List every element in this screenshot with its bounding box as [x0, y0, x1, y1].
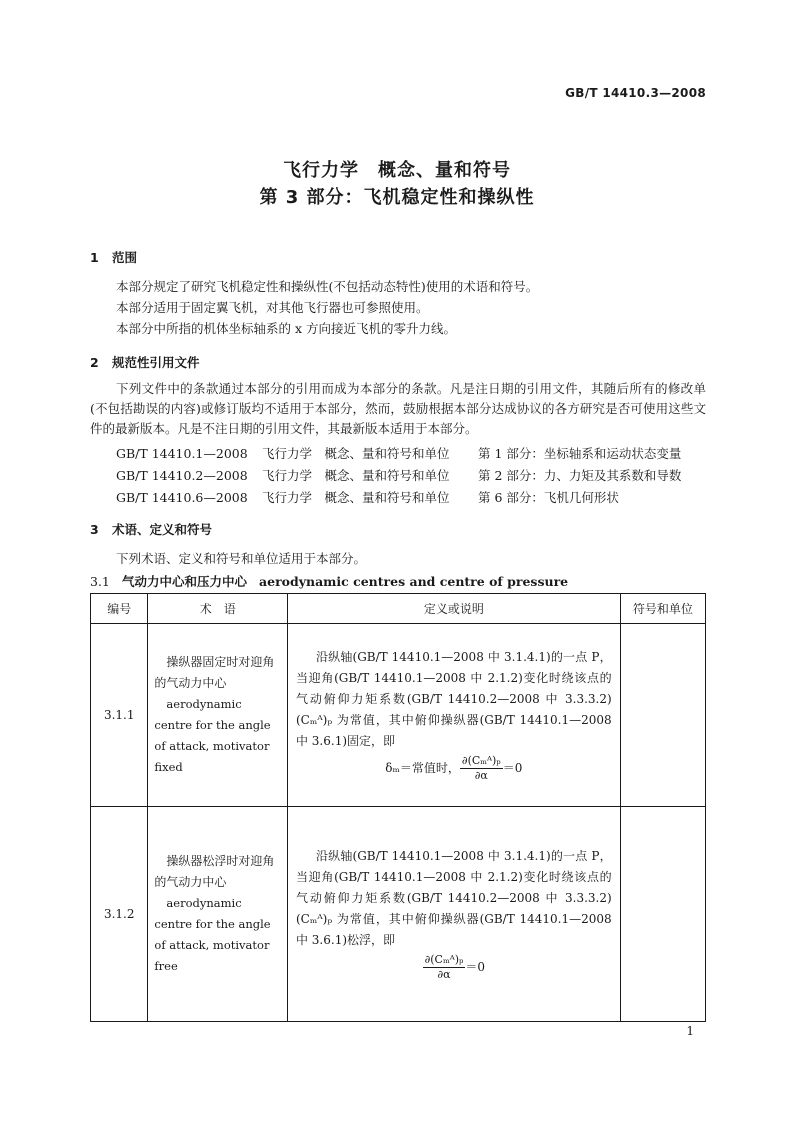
normative-references-paragraph: 下列文件中的条款通过本部分的引用而成为本部分的条款。凡是注日期的引用文件，其随后所有的修改单(不包括勘误的内容)或修订版均不适用于本部分，然而，鼓励根据本部分达成协议的各方研究是否可使用这些文件的最新版本。凡是不注日期的引用文件，其最新版本适用于本部分。: [90, 381, 706, 436]
reference-part: 第 2 部分：力、力矩及其系数和导数: [478, 468, 682, 483]
section-3-heading: [90, 520, 212, 538]
section-number: 1: [90, 250, 99, 265]
document-subtitle: 第 3 部分：飞机稳定性和操纵性: [259, 187, 535, 208]
fraction-numerator: ∂(Cₘᴬ)ₚ: [461, 754, 501, 767]
scope-line: 本部分适用于固定翼飞机，对其他飞行器也可参照使用。: [116, 300, 429, 315]
fraction-numerator: ∂(Cₘᴬ)ₚ: [424, 953, 464, 966]
section-1-heading: [90, 248, 137, 266]
term-en: aerodynamic centre for the angle of attack, motivator fixed: [154, 697, 271, 774]
column-header: 定义或说明: [287, 594, 620, 624]
definition-text: 沿纵轴(GB/T 14410.1—2008 中 3.1.4.1)的一点 P，当迎角(GB/T 14410.1—2008 中 2.1.2)变化时绕该点的气动俯仰力矩系数(GB/T 14410.2—2008 中 3.3.3.2)(Cₘᴬ)ₚ 为常值，其中俯仰操纵器(GB/T 14410.1—2008 中 3.6.1)固定，即: [295, 650, 612, 748]
term-zh: 操纵器固定时对迎角的气动力中心: [154, 655, 275, 690]
definition-cell: [287, 807, 620, 1022]
fraction: [460, 754, 503, 783]
subsection-number: 3.1: [90, 574, 110, 589]
terms-table: [90, 593, 706, 1022]
reference-item: [116, 444, 681, 462]
table-header-row: [91, 594, 706, 624]
reference-item: [116, 488, 619, 506]
reference-code: GB/T 14410.2—2008: [116, 468, 248, 483]
subsection-title-en: aerodynamic centres and centre of pressure: [259, 574, 569, 589]
formula-prefix: δₘ＝常值时，: [385, 761, 460, 775]
symbol-cell: [620, 807, 705, 1022]
section-number: 3: [90, 522, 99, 537]
formula: [296, 754, 612, 783]
reference-code: GB/T 14410.1—2008: [116, 446, 248, 461]
term-zh: 操纵器松浮时对迎角的气动力中心: [154, 854, 275, 889]
term-cell: [148, 624, 288, 807]
scope-line: 本部分规定了研究飞机稳定性和操纵性(不包括动态特性)使用的术语和符号。: [116, 279, 539, 294]
definition-cell: [287, 624, 620, 807]
reference-code: GB/T 14410.6—2008: [116, 490, 248, 505]
document-title: 飞行力学 概念、量和符号: [283, 160, 511, 181]
formula-suffix: ＝0: [502, 761, 523, 775]
section-title: 范围: [112, 250, 138, 265]
section-2-heading: [90, 353, 200, 371]
subsection-3-1-heading: [90, 572, 568, 590]
page-number: 1: [686, 1024, 694, 1038]
reference-part: 第 6 部分：飞机几何形状: [478, 490, 619, 505]
term-number: 3.1.2: [91, 807, 148, 1022]
terms-intro: 下列术语、定义和符号和单位适用于本部分。: [116, 551, 367, 566]
reference-title: 飞行力学 概念、量和符号和单位: [262, 446, 450, 461]
definition-text: 沿纵轴(GB/T 14410.1—2008 中 3.1.4.1)的一点 P，当迎角(GB/T 14410.1—2008 中 2.1.2)变化时绕该点的气动俯仰力矩系数(GB/T 14410.2—2008 中 3.3.3.2)(Cₘᴬ)ₚ 为常值，其中俯仰操纵器(GB/T 14410.1—2008 中 3.6.1)松浮，即: [295, 849, 612, 947]
fraction-denominator: ∂α: [474, 769, 488, 782]
column-header: 编号: [91, 594, 148, 624]
symbol-cell: [620, 624, 705, 807]
formula-suffix: ＝0: [465, 960, 486, 974]
term-en: aerodynamic centre for the angle of attack, motivator free: [154, 896, 271, 973]
section-title: 术语、定义和符号: [112, 522, 213, 537]
term-number: 3.1.1: [91, 624, 148, 807]
reference-part: 第 1 部分：坐标轴系和运动状态变量: [478, 446, 682, 461]
fraction-denominator: ∂α: [437, 968, 451, 981]
column-header: 术 语: [148, 594, 288, 624]
table-row: [91, 807, 706, 1022]
table-row: [91, 624, 706, 807]
column-header: 符号和单位: [620, 594, 705, 624]
formula: [296, 953, 612, 982]
subsection-title-zh: 气动力中心和压力中心: [122, 574, 248, 589]
fraction: [423, 953, 466, 982]
term-cell: [148, 807, 288, 1022]
standard-code: GB/T 14410.3—2008: [565, 86, 706, 100]
reference-title: 飞行力学 概念、量和符号和单位: [262, 490, 450, 505]
reference-item: [116, 466, 681, 484]
reference-title: 飞行力学 概念、量和符号和单位: [262, 468, 450, 483]
section-title: 规范性引用文件: [112, 355, 200, 370]
section-number: 2: [90, 355, 99, 370]
scope-line: 本部分中所指的机体坐标轴系的 x 方向接近飞机的零升力线。: [116, 321, 456, 336]
